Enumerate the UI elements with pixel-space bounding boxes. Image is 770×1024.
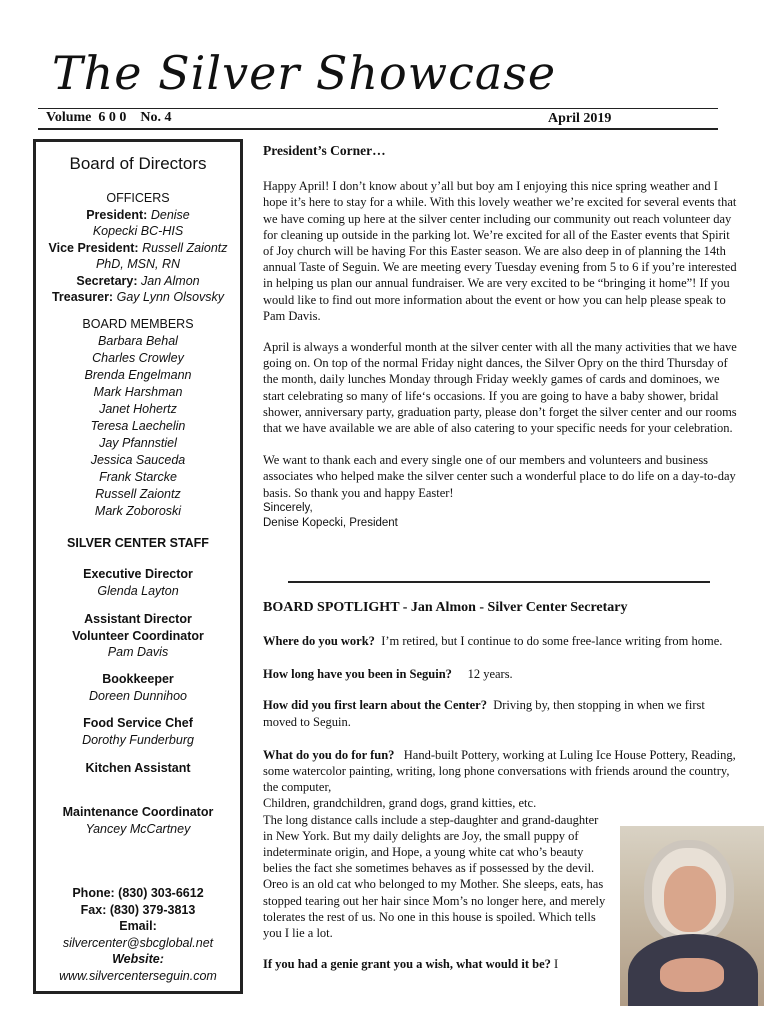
qa-years xyxy=(263,666,738,682)
officer-role: President: xyxy=(86,207,148,222)
email-label: Email: xyxy=(119,919,157,933)
website-label: Website: xyxy=(112,952,164,966)
staff-name: Glenda Layton xyxy=(97,583,179,598)
officer-name: Gay Lynn Olsovsky xyxy=(116,290,225,304)
member-name: Brenda Engelmann xyxy=(84,368,192,382)
fax-number: Fax: (830) 379-3813 xyxy=(80,902,196,917)
photo-face xyxy=(664,866,716,932)
member-name: Janet Hohertz xyxy=(99,402,177,416)
staff-role: Volunteer Coordinator xyxy=(72,628,204,643)
issue-date: April 2019 xyxy=(548,111,612,126)
member-name: Teresa Laechelin xyxy=(90,419,186,433)
staff-maintenance-coordinator xyxy=(36,804,240,837)
presidents-corner-heading: President’s Corner… xyxy=(263,143,386,158)
masthead-title: The Silver Showcase xyxy=(52,46,557,100)
officer-role: Secretary: xyxy=(76,273,138,288)
closing: Sincerely, xyxy=(263,501,313,514)
header-rule-bottom xyxy=(38,128,718,130)
members-heading: BOARD MEMBERS xyxy=(82,317,194,331)
staff-name: Dorothy Funderburg xyxy=(82,732,194,747)
qa-work xyxy=(263,633,738,649)
member-name: Charles Crowley xyxy=(92,351,184,365)
answer: I’m retired, but I continue to do some free-lance writing from home. xyxy=(381,634,723,648)
question: What do you do for fun? xyxy=(263,747,395,762)
member-name: Jay Pfannstiel xyxy=(99,436,177,450)
member-name: Barbara Behal xyxy=(98,334,178,348)
answer: I xyxy=(554,957,559,972)
staff-bookkeeper xyxy=(36,671,240,704)
officer-treasurer xyxy=(36,289,240,306)
member-name: Frank Starcke xyxy=(99,470,177,484)
staff-role: Food Service Chef xyxy=(83,716,193,730)
website-url[interactable]: www.silvercenterseguin.com xyxy=(59,968,217,983)
presidents-paragraph-3: We want to thank each and every single one of our members and volunteers and business associates who helped make the silver center such a wonderful place to do life on a day-to-day basis. So thank you and happy Easter! xyxy=(263,453,736,500)
staff-role: Bookkeeper xyxy=(102,672,174,686)
members-section xyxy=(36,316,240,520)
member-name: Mark Harshman xyxy=(93,385,183,399)
answer: 12 years. xyxy=(467,667,513,682)
contact-section xyxy=(36,885,240,984)
officer-name: Jan Almon xyxy=(141,273,200,288)
question: Where do you work? xyxy=(263,634,375,648)
officer-name: Denise Kopecki BC-HIS xyxy=(92,207,190,238)
jan-almon-photo xyxy=(620,826,764,1006)
officers-heading: OFFICERS xyxy=(106,191,170,205)
volume-number: Volume 6 0 0 No. 4 xyxy=(46,110,172,125)
answer: Driving by, then stopping in when we first moved to Seguin. xyxy=(263,698,705,729)
answer-pets: The long distance calls include a step-daughter and grand-daughter in New York. But my daily delights are Joy, the small puppy of indeterminate origin, and Hope, a young white cat who’s beauty belies the fact she sometimes behaves as if possessed by the devil. Oreo is an old cat who belonged to my Mother. She sleeps, eats, has stopped tearing out her hair since Mom’s no longer here, and merely tolerates the rest of us. No one in this house is spoiled. Which tells you I lie a lot. xyxy=(263,812,606,941)
officer-role: Treasurer: xyxy=(51,290,114,304)
officers-section xyxy=(36,190,240,306)
staff-role: Maintenance Coordinator xyxy=(62,805,214,819)
spotlight-title: BOARD SPOTLIGHT - Jan Almon - Silver Center Secretary xyxy=(263,600,628,615)
member-name: Russell Zaiontz xyxy=(95,487,181,501)
staff-heading: SILVER CENTER STAFF xyxy=(67,536,209,550)
phone-number: Phone: (830) 303-6612 xyxy=(72,886,204,900)
staff-name: Yancey McCartney xyxy=(85,821,191,836)
answer-family: Children, grandchildren, grand dogs, grand kitties, etc. xyxy=(263,796,537,811)
email-address[interactable]: silvercenter@sbcglobal.net xyxy=(62,935,214,950)
officer-role: Vice President: xyxy=(48,240,139,255)
board-sidebar xyxy=(33,139,243,994)
officer-vice-president xyxy=(36,240,240,273)
signature: Denise Kopecki, President xyxy=(263,516,398,529)
officer-name: Russell Zaiontz PhD, MSN, RN xyxy=(95,240,228,271)
presidents-corner xyxy=(263,143,738,531)
staff-role: Assistant Director xyxy=(84,612,192,626)
staff-executive-director xyxy=(36,566,240,599)
qa-fun xyxy=(263,747,738,796)
staff-role: Executive Director xyxy=(83,567,193,581)
officer-secretary xyxy=(36,273,240,290)
header-rule-top xyxy=(38,108,718,109)
question: How did you first learn about the Center? xyxy=(263,698,487,713)
question: If you had a genie grant you a wish, what would it be? xyxy=(263,957,551,972)
presidents-paragraph-2: April is always a wonderful month at the silver center with all the many activities that we have going on. On top of the normal Friday night dances, the Silver Opry on the third Thursday of the month, daily lunches Monday through Friday weekly games of cards and dominoes, we start celebrating so many of life‘s occasions. If you are going to have a baby shower, bridal shower, anniversary party, graduation party, please don’t forget the silver center and our rooms that we have available we are able of also catering to your specific needs for your celebration. xyxy=(263,340,737,436)
section-divider xyxy=(288,581,710,583)
staff-food-service-chef xyxy=(36,715,240,748)
staff-kitchen-assistant xyxy=(36,760,240,777)
staff-name: Pam Davis xyxy=(107,645,169,659)
member-name: Mark Zoboroski xyxy=(94,504,182,518)
presidents-paragraph-1: Happy April! I don’t know about y’all but boy am I enjoying this nice spring weather and I hope it’s here to stay for a while. With this lovely weather we’re excited for several events that we have coming up here at the silver center including our community out reach volunteer day for cleaning up outside in the parking lot. We’re excited for all of the Easter events that Spirit of Joy church will be having For this Easter season. We are also deep in of planning the 14th annual Taste of Seguin. We are meeting every Tuesday evening from 5 to 6 if you’re interested in helping us plan our annual fundraiser. We are very excited to be “bringing it home”! If you would like to find out more information about the event or how you can help please speak to Pam Davis. xyxy=(263,179,737,323)
staff-assistant-director xyxy=(36,611,240,661)
question: How long have you been in Seguin? xyxy=(263,667,452,682)
photo-hands xyxy=(660,958,724,992)
staff-name: Doreen Dunnihoo xyxy=(89,688,187,703)
staff-role: Kitchen Assistant xyxy=(85,761,191,775)
qa-learn xyxy=(263,697,738,729)
board-title: Board of Directors xyxy=(69,154,207,173)
officer-president xyxy=(36,207,240,240)
member-name: Jessica Sauceda xyxy=(90,453,186,467)
answer: Hand-built Pottery, working at Luling Ice House Pottery, Reading, some watercolor painting, writing, long phone conversations with friends around the country, the computer, xyxy=(263,747,736,795)
